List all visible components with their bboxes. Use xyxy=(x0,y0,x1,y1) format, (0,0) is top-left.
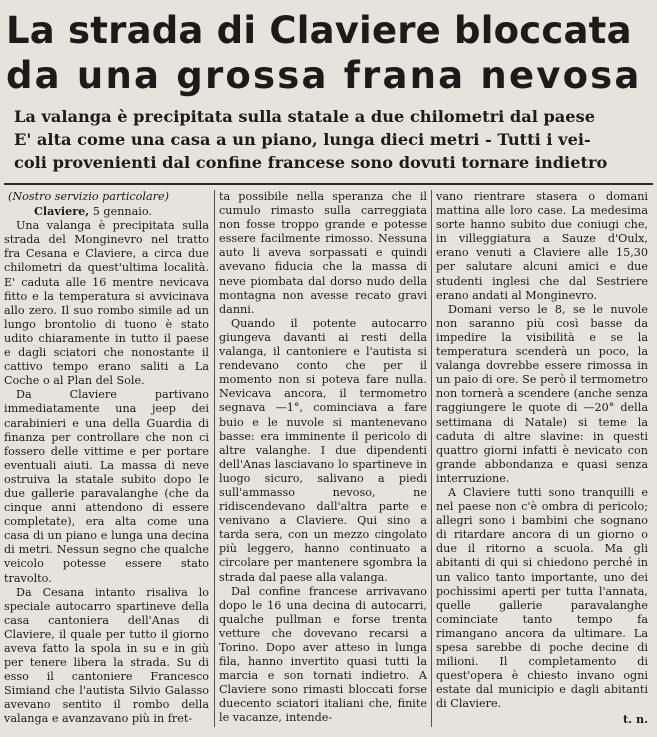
paragraph: Quando il potente autocarro giungeva davanti ai resti della valanga, il cantoniere e l'autista si rendevano conto che per il momento non si poteva fare nulla. Nevicava ancora, il termometro segnava —1°, cominciava a fare buio e le nuvole si mantenevano basse: era imminente il pericolo di altre valanghe. I due dipendenti dell'Anas lasciavano lo spartineve in luogo sicuro, salivano a piedi sull'ammasso nevoso, ne ridiscendevano dall'altra parte e venivano a Claviere. Qui sino a tarda sera, con un mezzo cingolato più leggero, hanno continuato a circolare per mantenere sgombra la strada dal paese alla valanga. xyxy=(219,316,427,584)
paragraph: ta possibile nella speranza che il cumulo rimasto sulla carreggiata non fosse troppo grande e potesse essere facilmente rimosso. Nessuna auto li aveva sorpassati e quindi avevano fiducia che la massa di neve piombata dal dorso nudo della montagna non avesse recato gravi danni. xyxy=(219,190,427,316)
article-credit: (Nostro servizio particolare) xyxy=(8,190,169,203)
paragraph: A Claviere tutti sono tranquilli e nel paese non c'è ombra di pericolo; allegri sono i bambini che sognano di ritardare ancora di un giorno o due il ritorno a scuola. Ma gli abitanti di qui si chiedono perché in un valico tanto importante, uno dei pochissimi aperti per tutta l'annata, quelle gallerie paravalanghe cominciate tanto tempo fa rimangano ancora da ultimare. La spesa sarebbe di poche decine di milioni. Il completamento di quest'opera è chiesto invano ogni estate dal municipio e dagli abitanti di Claviere. xyxy=(436,485,648,711)
dateline-place: Claviere, xyxy=(34,204,90,219)
headline-line-1: La strada di Claviere bloccata xyxy=(6,9,632,52)
headline-divider xyxy=(4,183,653,185)
subheadline-line-2: E' alta come una casa a un piano, lunga dieci metri - Tutti i vei- xyxy=(14,130,591,149)
dateline-date: 5 gennaio. xyxy=(92,205,152,219)
paragraph: Da Cesana intanto risaliva lo speciale autocarro spartineve della casa cantoniera dell'Anas di Claviere, il quale per tutto il giorno aveva fatto la spola in su e in giù per tenere libera la strada. Su di esso il cantoniere Francesco Simiand che l'autista Silvio Galasso avevano sentito il rombo della valanga e avanzavano più in fret- xyxy=(4,585,209,726)
paragraph: Domani verso le 8, se le nuvole non saranno più così basse da impedire la visibilità e se la temperatura scenderà un poco, la valanga dovrebbe essere rimossa in un paio di ore. Se però il termometro non tornerà a scendere (anche senza raggiungere le quote di —20° della settimana di Natale) si teme la caduta di altre slavine: in questi quattro giorni infatti è nevicato con grande abbondanza e quasi senza interruzione. xyxy=(436,302,648,485)
column-divider xyxy=(214,190,215,727)
article-column-3 xyxy=(436,190,648,727)
article-dateline xyxy=(4,204,209,219)
column-divider xyxy=(431,190,432,727)
paragraph: Una valanga è precipitata sulla strada del Monginevro nel tratto fra Cesana e Claviere, a circa due chilometri da quest'ultima località. E' caduta alle 16 mentre nevicava fitto e la temperatura si avvicinava allo zero. Il suo rombo simile ad un lungo brontolio di tuono è stato udito chiaramente in tutto il paese e dagli sciatori che nonostante il cattivo tempo erano saliti a La Coche o al Plan del Sole. xyxy=(4,219,209,388)
article-column-1 xyxy=(4,190,209,727)
author-signature: t. n. xyxy=(623,712,648,727)
paragraph: Da Claviere partivano immediatamente una jeep dei carabinieri e una della Guardia di finanza per controllare che non ci fossero delle vittime e per portare eventuali aiuti. La massa di neve ostruiva la statale subito dopo le due gallerie paravalanghe (che da cinque anni attendono di essere completate), era alta come una casa di un piano e lunga una decina di metri. Nessun segno che qualche veicolo potesse essere stato travolto. xyxy=(4,388,209,585)
subheadline-line-3: coli provenienti dal confine francese sono dovuti tornare indietro xyxy=(14,153,608,172)
paragraph: Dal confine francese arrivavano dopo le 16 una decina di autocarri, qualche pullman e forse trenta vetture che dovevano recarsi a Torino. Dopo aver atteso in lunga fila, hanno invertito quasi tutti la marcia e son tornati indietro. A Claviere sono rimasti bloccati forse duecento sciatori italiani che, finite le vacanze, intende- xyxy=(219,584,427,725)
headline-line-2: da una grossa frana nevosa xyxy=(6,54,642,97)
subheadline-line-1: La valanga è precipitata sulla statale a due chilometri dal paese xyxy=(14,107,596,126)
paragraph: vano rientrare stasera o domani mattina alle loro case. La medesima sorte hanno subito due coniugi che, in villeggiatura a Sauze d'Oulx, erano venuti a Claviere alle 15,30 per salutare alcuni amici e due studenti inglesi che dal Sestriere erano andati al Monginevro. xyxy=(436,190,648,302)
article-column-2 xyxy=(219,190,427,726)
